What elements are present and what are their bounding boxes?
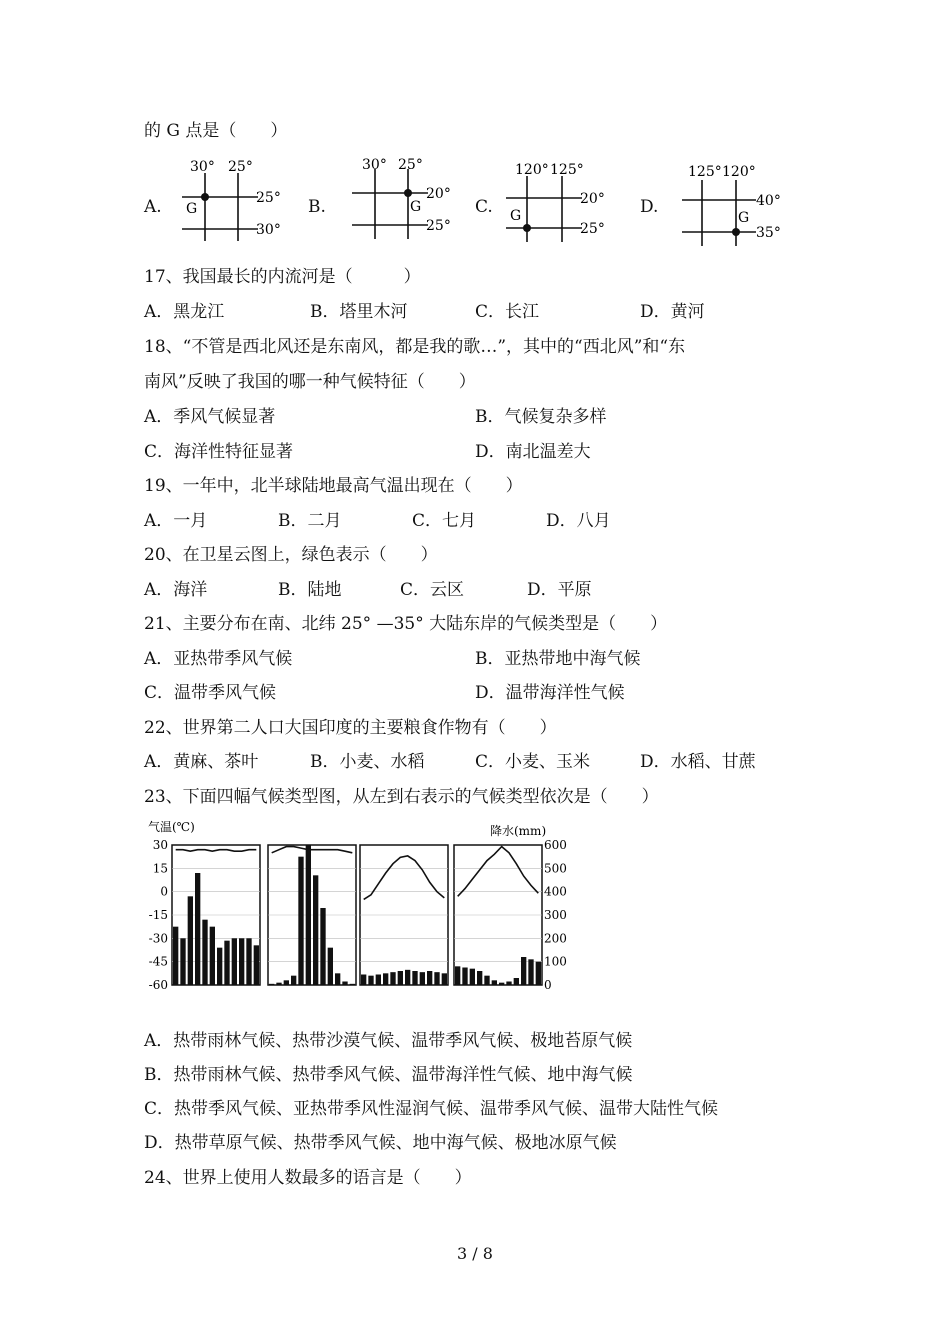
precip-bar bbox=[390, 972, 395, 985]
precip-bar bbox=[210, 927, 215, 985]
q18-option-c: C．海洋性特征显著 bbox=[144, 442, 294, 462]
q23-option-d: D．热带草原气候、热带季风气候、地中海气候、极地冰原气候 bbox=[144, 1133, 617, 1153]
precip-bar bbox=[492, 980, 497, 985]
grid-a-point-label: G bbox=[186, 201, 198, 217]
precip-bar bbox=[276, 983, 281, 985]
q21-option-c: C．温带季风气候 bbox=[144, 683, 277, 703]
page-number: 3 / 8 bbox=[457, 1244, 493, 1263]
grid-b-right-label-1: 20° bbox=[426, 186, 451, 202]
grid-a-top-label-1: 30° bbox=[190, 159, 215, 175]
precip-bar bbox=[506, 982, 511, 986]
g-point-icon bbox=[732, 228, 740, 236]
right-tick-label: 300 bbox=[544, 908, 567, 922]
right-tick-label: 600 bbox=[544, 838, 567, 852]
right-tick-label: 0 bbox=[544, 978, 552, 992]
q17-option-d: D．黄河 bbox=[640, 302, 705, 322]
grid-c-top-label-1: 120° bbox=[515, 162, 549, 178]
q21-option-b: B．亚热带地中海气候 bbox=[475, 649, 641, 669]
precip-bar bbox=[188, 896, 193, 985]
q22-option-a: A．黄麻、茶叶 bbox=[144, 752, 259, 772]
precip-bar bbox=[427, 971, 432, 985]
q22-option-c: C．小麦、玉米 bbox=[475, 752, 591, 772]
precip-bar bbox=[412, 971, 417, 985]
precip-bar bbox=[350, 984, 355, 985]
precip-bar bbox=[499, 983, 504, 985]
left-tick-label: -60 bbox=[148, 978, 168, 992]
q23-option-a: A．热带雨林气候、热带沙漠气候、温带季风气候、极地苔原气候 bbox=[144, 1031, 633, 1051]
precip-bar bbox=[398, 971, 403, 985]
precip-bar bbox=[254, 945, 259, 985]
precip-bar bbox=[383, 973, 388, 985]
precip-bar bbox=[536, 962, 541, 985]
precip-bar bbox=[298, 857, 303, 985]
q21-option-d: D．温带海洋性气候 bbox=[475, 683, 625, 703]
q17-option-c: C．长江 bbox=[475, 302, 540, 322]
precip-bar bbox=[328, 948, 333, 985]
chart-right-ticks bbox=[544, 838, 567, 992]
left-tick-label: 30 bbox=[152, 838, 168, 852]
q19-option-d: D．八月 bbox=[546, 511, 611, 531]
precip-bar bbox=[335, 973, 340, 985]
q17-stem: 17、我国最长的内流河是（ ） bbox=[144, 267, 421, 287]
q22-stem: 22、世界第二人口大国印度的主要粮食作物有（ ） bbox=[144, 718, 557, 738]
q16-grid-a bbox=[170, 155, 290, 245]
precip-bar bbox=[521, 957, 526, 985]
precip-bar bbox=[173, 927, 178, 985]
grid-d-point-label: G bbox=[738, 210, 750, 226]
climate-panel-4 bbox=[454, 845, 542, 985]
q22-option-b: B．小麦、水稻 bbox=[310, 752, 425, 772]
q16-grid-c bbox=[500, 158, 620, 246]
precip-bar bbox=[320, 908, 325, 985]
precip-bar bbox=[217, 948, 222, 985]
q20-option-b: B．陆地 bbox=[278, 580, 342, 600]
q17-option-b: B．塔里木河 bbox=[310, 302, 408, 322]
precip-bar bbox=[405, 970, 410, 985]
q18-option-d: D．南北温差大 bbox=[475, 442, 591, 462]
climate-panel-3 bbox=[360, 845, 448, 985]
precip-bar bbox=[484, 976, 489, 985]
right-tick-label: 100 bbox=[544, 954, 567, 969]
q19-option-a: A．一月 bbox=[144, 511, 208, 531]
q16-grid-b bbox=[340, 155, 460, 245]
q19-option-c: C．七月 bbox=[412, 511, 477, 531]
grid-a-right-label-1: 25° bbox=[256, 190, 281, 206]
left-tick-label: 15 bbox=[152, 861, 168, 876]
left-tick-label: -45 bbox=[148, 954, 168, 969]
q24-stem: 24、世界上使用人数最多的语言是（ ） bbox=[144, 1168, 472, 1188]
grid-d-top-label-2: 120° bbox=[722, 164, 756, 180]
q16-stem: 的 G 点是（ ） bbox=[144, 121, 288, 141]
precip-bar bbox=[420, 972, 425, 985]
q18-option-b: B．气候复杂多样 bbox=[475, 407, 607, 427]
precip-bar bbox=[306, 845, 311, 985]
climate-panel-1 bbox=[172, 845, 260, 985]
precip-bar bbox=[514, 978, 519, 985]
grid-c-right-label-1: 20° bbox=[580, 191, 605, 207]
chart-panels bbox=[172, 845, 542, 985]
q16-option-c-letter: C. bbox=[475, 197, 493, 217]
precip-bar bbox=[455, 966, 460, 985]
precip-bar bbox=[269, 984, 274, 985]
precip-bar bbox=[232, 938, 237, 985]
right-tick-label: 400 bbox=[544, 884, 567, 899]
precip-bar bbox=[462, 968, 467, 986]
grid-b-point-label: G bbox=[410, 199, 422, 215]
q20-option-d: D．平原 bbox=[527, 580, 592, 600]
q16-option-a-letter: A. bbox=[144, 197, 162, 217]
q18-stem-line1: 18、“不管是西北风还是东南风，都是我的歌…”，其中的“西北风”和“东 bbox=[144, 337, 686, 357]
q19-option-b: B．二月 bbox=[278, 511, 342, 531]
precip-bar bbox=[202, 920, 207, 985]
chart-left-ticks bbox=[149, 838, 168, 992]
grid-a-top-label-2: 25° bbox=[228, 159, 253, 175]
precip-bar bbox=[528, 959, 533, 985]
precip-bar bbox=[180, 938, 185, 985]
q23-option-c: C．热带季风气候、亚热带季风性湿润气候、温带季风气候、温带大陆性气候 bbox=[144, 1099, 719, 1119]
precip-bar bbox=[224, 941, 229, 985]
chart-right-axis-label: 降水(mm) bbox=[490, 824, 547, 838]
precip-bar bbox=[342, 982, 347, 986]
grid-c-right-label-2: 25° bbox=[580, 221, 605, 237]
left-tick-label: 0 bbox=[160, 884, 168, 899]
precip-bar bbox=[361, 975, 366, 986]
precip-bar bbox=[442, 973, 447, 985]
q21-stem: 21、主要分布在南、北纬 25° —35° 大陆东岸的气候类型是（ ） bbox=[144, 614, 668, 634]
q23-option-b: B．热带雨林气候、热带季风气候、温带海洋性气候、地中海气候 bbox=[144, 1065, 633, 1085]
right-tick-label: 200 bbox=[544, 931, 567, 946]
chart-left-axis-label: 气温(℃) bbox=[148, 820, 195, 834]
precip-bar bbox=[284, 980, 289, 985]
g-point-icon bbox=[523, 224, 531, 232]
q20-option-a: A．海洋 bbox=[144, 580, 208, 600]
grid-b-top-label-2: 25° bbox=[398, 157, 423, 173]
q16-grid-d bbox=[670, 160, 790, 248]
g-point-icon bbox=[201, 193, 209, 201]
grid-c-top-label-2: 125° bbox=[550, 162, 584, 178]
climate-panel-2 bbox=[268, 845, 356, 985]
precip-bar bbox=[291, 976, 296, 985]
left-tick-label: -15 bbox=[148, 908, 168, 922]
q18-stem-line2: 南风”反映了我国的哪一种气候特征（ ） bbox=[144, 372, 476, 392]
right-tick-label: 500 bbox=[544, 861, 567, 876]
grid-b-right-label-2: 25° bbox=[426, 218, 451, 234]
grid-d-right-label-2: 35° bbox=[756, 225, 781, 241]
grid-b-top-label-1: 30° bbox=[362, 157, 387, 173]
precip-bar bbox=[376, 975, 381, 986]
q16-option-b-letter: B. bbox=[308, 197, 326, 217]
precip-bar bbox=[195, 873, 200, 985]
q23-stem: 23、下面四幅气候类型图，从左到右表示的气候类型依次是（ ） bbox=[144, 787, 659, 807]
q17-option-a: A．黑龙江 bbox=[144, 302, 225, 322]
q22-option-d: D．水稻、甘蔗 bbox=[640, 752, 756, 772]
q20-stem: 20、在卫星云图上，绿色表示（ ） bbox=[144, 545, 438, 565]
q21-option-a: A．亚热带季风气候 bbox=[144, 649, 293, 669]
precip-bar bbox=[239, 938, 244, 985]
q19-stem: 19、一年中，北半球陆地最高气温出现在（ ） bbox=[144, 476, 523, 496]
precip-bar bbox=[477, 971, 482, 985]
grid-d-right-label-1: 40° bbox=[756, 193, 781, 209]
precip-bar bbox=[434, 972, 439, 985]
q18-option-a: A．季风气候显著 bbox=[144, 407, 276, 427]
temperature-curve bbox=[176, 850, 257, 852]
g-point-icon bbox=[404, 189, 412, 197]
precip-bar bbox=[313, 875, 318, 985]
precip-bar bbox=[470, 969, 475, 985]
grid-d-top-label-1: 125° bbox=[688, 164, 722, 180]
q16-option-d-letter: D. bbox=[640, 197, 659, 217]
grid-a-right-label-2: 30° bbox=[256, 222, 281, 238]
precip-bar bbox=[246, 938, 251, 985]
left-tick-label: -30 bbox=[148, 931, 168, 946]
q20-option-c: C．云区 bbox=[400, 580, 465, 600]
climate-chart bbox=[140, 815, 580, 995]
grid-c-point-label: G bbox=[510, 208, 522, 224]
precip-bar bbox=[368, 976, 373, 985]
